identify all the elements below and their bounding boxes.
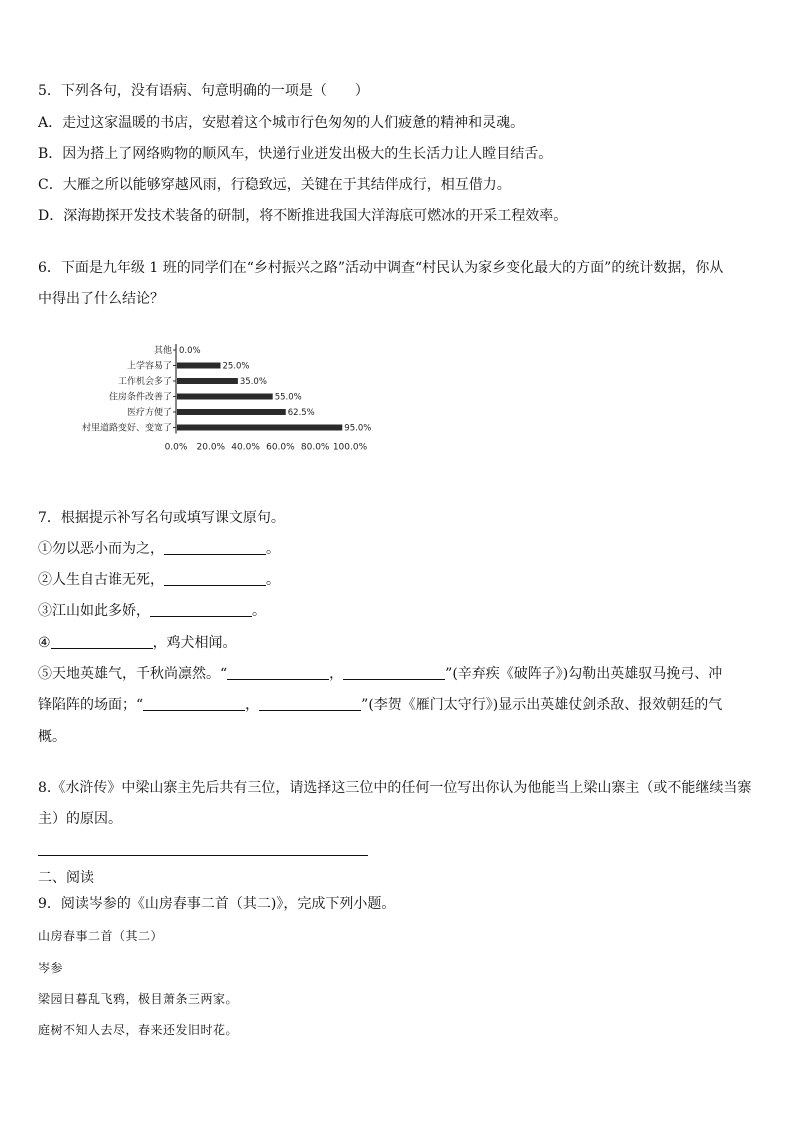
q5-stem: 5．下列各句，没有语病、句意明确的一项是（ ）	[38, 83, 369, 99]
bar-value-label: 0.0%	[179, 346, 201, 356]
x-tick-label: 40.0%	[231, 442, 260, 453]
section-heading: 二、阅读	[38, 870, 94, 886]
x-tick-label: 0.0%	[164, 442, 188, 453]
q7-blank-5a[interactable]	[227, 665, 329, 680]
x-tick-label: 100.0%	[332, 442, 368, 453]
bar	[177, 425, 342, 431]
q7-stem: 7．根据提示补写名句或填写课文原句。	[38, 510, 285, 526]
q7-blank-3[interactable]	[150, 602, 252, 617]
q7-item-2-text: ②人生自古谁无死，	[38, 572, 164, 588]
q6-stem-line1: 6．下面是九年级 1 班的同学们在“乡村振兴之路”活动中调查“村民认为家乡变化最大的方面”的统计数据，你从	[38, 260, 724, 276]
q7-blank-4[interactable]	[51, 634, 153, 649]
survey-bar-chart	[50, 322, 390, 467]
q8-stem-line1: 8.《水浒传》中梁山寨主先后共有三位，请选择这三位中的任何一位写出你认为他能当上梁山寨主（或不能继续当寨	[38, 780, 752, 796]
bar-value-label: 25.0%	[222, 361, 250, 372]
q5-option-a: A．走过这家温暖的书店，安慰着这个城市行色匆匆的人们疲惫的精神和灵魂。	[38, 115, 525, 131]
q8-answer-line[interactable]	[38, 855, 368, 856]
q7-blank-2[interactable]	[164, 571, 266, 586]
q5-option-d: D．深海勘探开发技术装备的研制，将不断推进我国大洋海底可燃冰的开采工程效率。	[38, 208, 568, 224]
q7-blank-1[interactable]	[164, 540, 266, 555]
x-tick-label: 80.0%	[300, 442, 330, 453]
poem-title: 山房春事二首（其二）	[38, 929, 164, 943]
bar	[177, 363, 221, 369]
bar-value-label: 62.5%	[287, 408, 315, 418]
bar-value-label: 95.0%	[344, 423, 372, 434]
q7-item-2: ②人生自古谁无死， 。	[38, 572, 280, 588]
bar	[177, 378, 238, 384]
q7-blank-5b[interactable]	[343, 665, 445, 680]
q9-stem: 9．阅读岑参的《山房春事二首（其二)》，完成下列小题。	[38, 896, 396, 912]
poem-verse-2: 庭树不知人去尽，春来还发旧时花。	[38, 1023, 239, 1037]
q7-item-3: ③江山如此多娇， 。	[38, 603, 266, 619]
q7-item-3-text: ③江山如此多娇，	[38, 603, 150, 619]
bar	[177, 409, 286, 415]
category-label: 其他	[153, 346, 172, 356]
q7-blank-5d[interactable]	[259, 696, 361, 711]
q7-item-4: ④ ，鸡犬相闻。	[38, 635, 237, 651]
q5-option-b: B．因为搭上了网络购物的顺风车，快递行业迸发出极大的生长活力让人瞠目结舌。	[38, 146, 553, 162]
q7-item-5-line2: 锋陷阵的场面；“ ， ”(李贺《雁门太守行》)显示出英雄仗剑杀敌、报效朝廷的气	[38, 697, 723, 713]
bar-value-label: 35.0%	[239, 377, 267, 387]
category-label: 村里道路变好、变宽了	[81, 423, 172, 434]
q7-item-4-text: ，鸡犬相闻。	[152, 635, 237, 651]
q7-blank-5c[interactable]	[143, 696, 245, 711]
q8-stem-line2: 主）的原因。	[38, 811, 122, 827]
bar-value-label: 55.0%	[274, 392, 302, 403]
category-label: 住房条件改善了	[108, 392, 172, 403]
q7-item-1-text: ①勿以恶小而为之，	[38, 541, 164, 557]
x-tick-label: 60.0%	[266, 442, 295, 453]
category-label: 工作机会多了	[117, 377, 172, 387]
q6-stem-line2: 中得出了什么结论？	[38, 291, 164, 307]
q5-option-c: C．大雁之所以能够穿越风雨，行稳致远，关键在于其结伴成行，相互借力。	[38, 177, 511, 193]
poem-verse-1: 梁园日暮乱飞鸦，极目萧条三两家。	[38, 992, 239, 1006]
q7-item-5-line3: 概。	[38, 729, 66, 745]
q7-item-5-line1: ⑤天地英雄气，千秋尚凛然。“ ， ”(辛弃疾《破阵子》)勾勒出英雄驭马挽弓、冲	[38, 666, 723, 682]
bar	[177, 394, 273, 400]
x-tick-label: 20.0%	[196, 442, 226, 453]
q7-item-1: ①勿以恶小而为之， 。	[38, 541, 280, 557]
category-label: 上学容易了	[126, 361, 172, 372]
category-label: 医疗方便了	[126, 408, 172, 418]
poem-author: 岑参	[38, 961, 64, 975]
